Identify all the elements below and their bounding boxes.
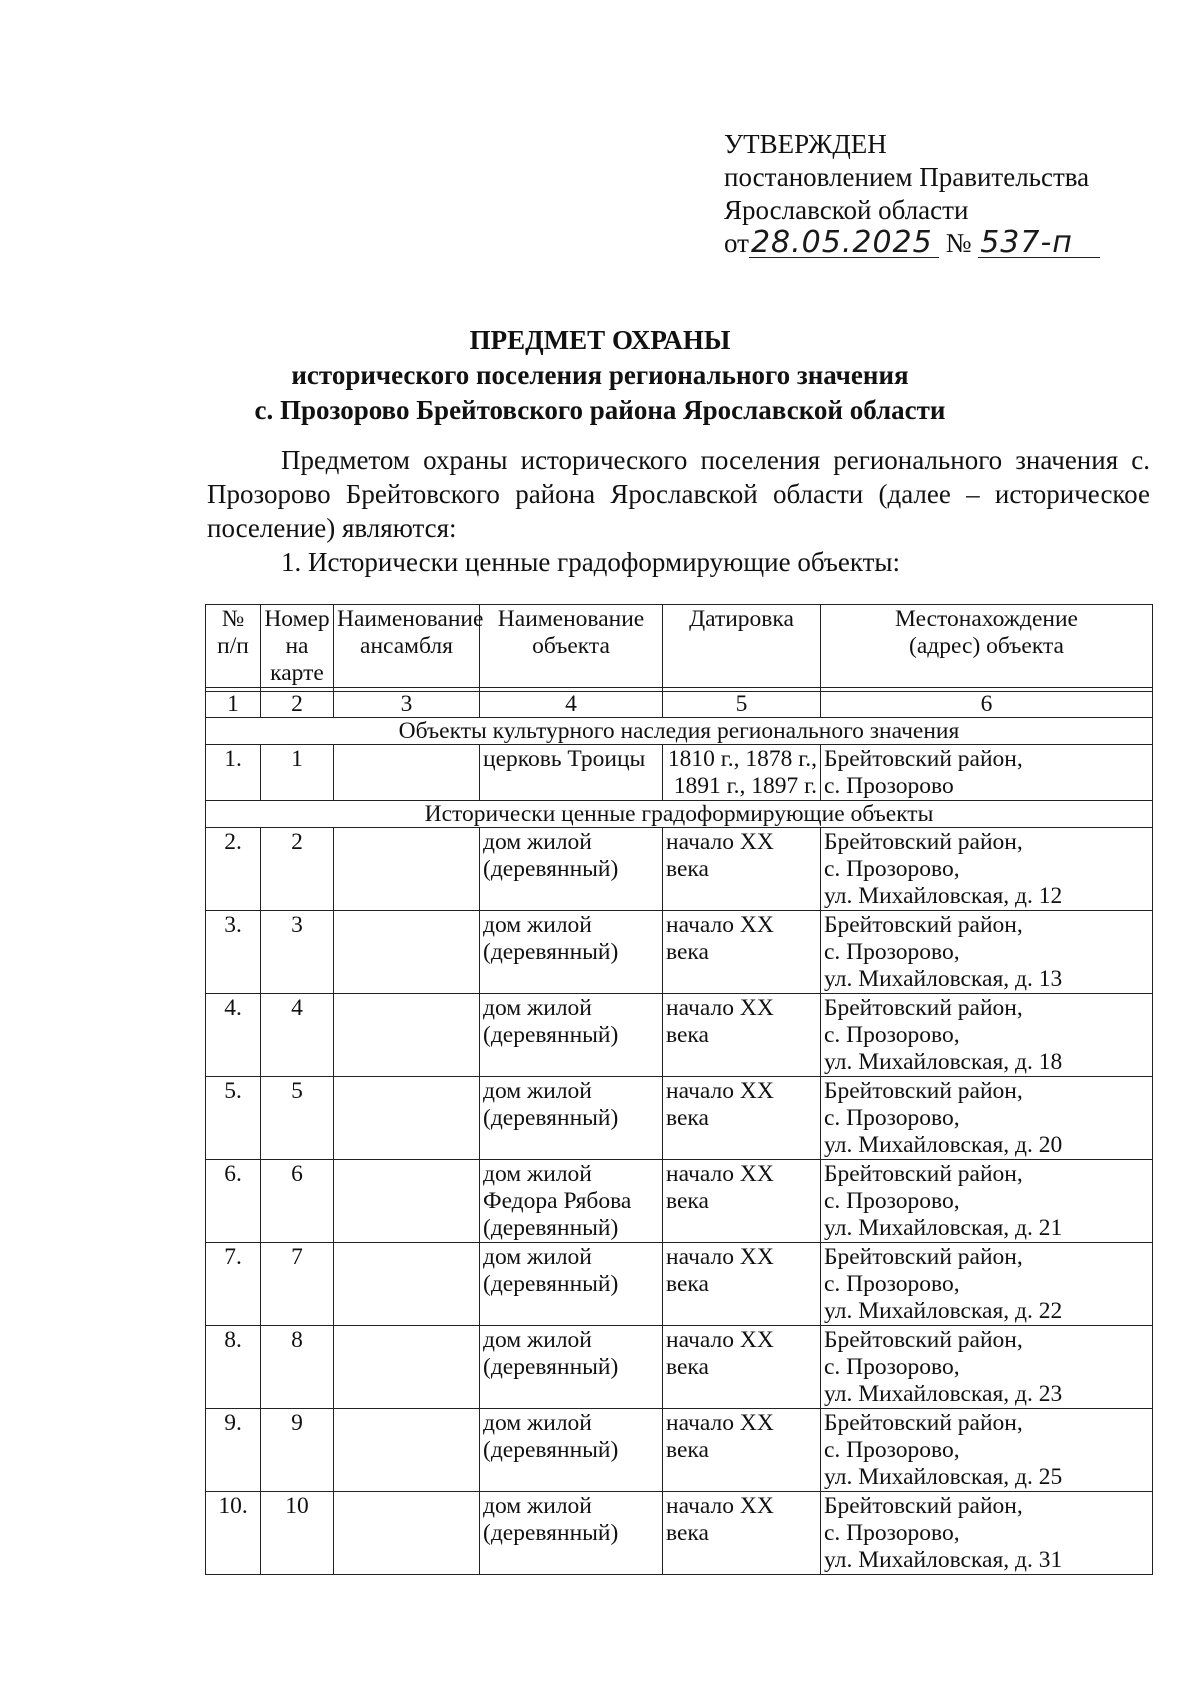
table-row <box>206 994 1153 1077</box>
approval-heading: УТВЕРЖДЕН <box>724 129 887 159</box>
table-header-row <box>206 605 1153 688</box>
cell-date: начало XX века <box>663 1409 821 1492</box>
approval-date-handwritten: 28.05.2025 <box>749 229 939 258</box>
cell-date: начало XX века <box>663 1160 821 1243</box>
cell-address: Брейтовский район, с. Прозорово, ул. Михайловская, д. 18 <box>821 994 1153 1077</box>
cell-ensemble <box>334 1326 480 1409</box>
cell-map-number: 9 <box>261 1409 334 1492</box>
table-row <box>206 1160 1153 1243</box>
title-line-3: с. Прозорово Брейтовского района Ярославской области <box>254 395 946 425</box>
column-number: 5 <box>663 692 821 718</box>
section-heading-row <box>206 801 1153 828</box>
cell-map-number: 3 <box>261 911 334 994</box>
table-row <box>206 911 1153 994</box>
cell-address: Брейтовский район, с. Прозорово, ул. Михайловская, д. 25 <box>821 1409 1153 1492</box>
cell-date: начало XX века <box>663 994 821 1077</box>
column-number: 1 <box>206 692 261 718</box>
cell-date: начало XX века <box>663 1492 821 1575</box>
cell-object: церковь Троицы <box>480 745 663 801</box>
cell-number: 3. <box>206 911 261 994</box>
cell-address: Брейтовский район, с. Прозорово, ул. Михайловская, д. 23 <box>821 1326 1153 1409</box>
cell-ensemble <box>334 911 480 994</box>
header-ensemble: Наименование ансамбля <box>334 605 480 688</box>
cell-ensemble <box>334 1409 480 1492</box>
header-map-number: Номер на карте <box>261 605 334 688</box>
objects-table <box>205 604 1153 1575</box>
table-row <box>206 1409 1153 1492</box>
section-cultural-heritage: Объекты культурного наследия регионального значения <box>206 718 1153 745</box>
intro-text <box>207 443 1150 579</box>
cell-object: дом жилой Федора Рябова (деревянный) <box>480 1160 663 1243</box>
cell-object: дом жилой (деревянный) <box>480 911 663 994</box>
cell-object: дом жилой (деревянный) <box>480 1409 663 1492</box>
table-body <box>206 828 1153 1575</box>
table-row <box>206 1077 1153 1160</box>
header-address: Местонахождение (адрес) объекта <box>821 605 1153 688</box>
cell-address: Брейтовский район, с. Прозорово, ул. Михайловская, д. 21 <box>821 1160 1153 1243</box>
section-valuable-objects: Исторически ценные градоформирующие объекты <box>206 801 1153 828</box>
cell-map-number: 10 <box>261 1492 334 1575</box>
cell-number: 10. <box>206 1492 261 1575</box>
title-line-2: исторического поселения регионального значения <box>291 360 909 390</box>
table-row <box>206 1243 1153 1326</box>
table-row <box>206 745 1153 801</box>
cell-ensemble <box>334 1243 480 1326</box>
cell-map-number: 2 <box>261 828 334 911</box>
intro-paragraph: Предметом охраны исторического поселения регионального значения с. Прозорово Брейтовского района Ярославской области (далее – историческое поселение) являются: <box>207 445 1150 543</box>
cell-address: Брейтовский район, с. Прозорово, ул. Михайловская, д. 31 <box>821 1492 1153 1575</box>
cell-ensemble <box>334 1492 480 1575</box>
column-number: 4 <box>480 692 663 718</box>
column-number: 3 <box>334 692 480 718</box>
cell-address: Брейтовский район, с. Прозорово <box>821 745 1153 801</box>
cell-number: 8. <box>206 1326 261 1409</box>
cell-address: Брейтовский район, с. Прозорово, ул. Михайловская, д. 22 <box>821 1243 1153 1326</box>
cell-object: дом жилой (деревянный) <box>480 1492 663 1575</box>
cell-address: Брейтовский район, с. Прозорово, ул. Михайловская, д. 20 <box>821 1077 1153 1160</box>
section-heading-row <box>206 718 1153 745</box>
cell-date: начало XX века <box>663 828 821 911</box>
cell-number: 5. <box>206 1077 261 1160</box>
cell-map-number: 7 <box>261 1243 334 1326</box>
column-number-row <box>206 692 1153 718</box>
approval-region: Ярославской области <box>724 195 969 225</box>
cell-object: дом жилой (деревянный) <box>480 828 663 911</box>
cell-number: 4. <box>206 994 261 1077</box>
cell-address: Брейтовский район, с. Прозорово, ул. Михайловская, д. 13 <box>821 911 1153 994</box>
approval-date-line <box>724 227 1100 260</box>
cell-object: дом жилой (деревянный) <box>480 1077 663 1160</box>
intro-item-1: 1. Исторически ценные градоформирующие объекты: <box>281 547 901 577</box>
header-object: Наименование объекта <box>480 605 663 688</box>
approval-number-handwritten: 537-п <box>978 229 1100 258</box>
cell-ensemble <box>334 1077 480 1160</box>
cell-number: 6. <box>206 1160 261 1243</box>
approval-stamp <box>724 128 1100 260</box>
approval-from-prefix: от <box>724 228 749 258</box>
cell-ensemble <box>334 994 480 1077</box>
cell-number: 7. <box>206 1243 261 1326</box>
cell-date: начало XX века <box>663 1326 821 1409</box>
table-row <box>206 1492 1153 1575</box>
cell-object: дом жилой (деревянный) <box>480 1326 663 1409</box>
cell-date: начало XX века <box>663 1077 821 1160</box>
cell-number: 9. <box>206 1409 261 1492</box>
cell-object: дом жилой (деревянный) <box>480 994 663 1077</box>
table-row <box>206 1326 1153 1409</box>
table-row <box>206 828 1153 911</box>
cell-map-number: 5 <box>261 1077 334 1160</box>
cell-address: Брейтовский район, с. Прозорово, ул. Михайловская, д. 12 <box>821 828 1153 911</box>
cell-ensemble <box>334 1160 480 1243</box>
cell-map-number: 4 <box>261 994 334 1077</box>
approval-decree: постановлением Правительства <box>724 162 1090 192</box>
cell-number: 1. <box>206 745 261 801</box>
column-number: 2 <box>261 692 334 718</box>
cell-map-number: 1 <box>261 745 334 801</box>
title-line-1: ПРЕДМЕТ ОХРАНЫ <box>469 325 731 355</box>
cell-date: начало XX века <box>663 911 821 994</box>
cell-map-number: 6 <box>261 1160 334 1243</box>
cell-object: дом жилой (деревянный) <box>480 1243 663 1326</box>
cell-ensemble <box>334 828 480 911</box>
cell-number: 2. <box>206 828 261 911</box>
header-date: Датировка <box>663 605 821 688</box>
column-number: 6 <box>821 692 1153 718</box>
approval-number-sign: № <box>945 228 972 258</box>
cell-date: 1810 г., 1878 г., 1891 г., 1897 г. <box>663 745 821 801</box>
cell-map-number: 8 <box>261 1326 334 1409</box>
cell-ensemble <box>334 745 480 801</box>
cell-date: начало XX века <box>663 1243 821 1326</box>
document-title <box>0 323 1200 428</box>
header-number: № п/п <box>206 605 261 688</box>
